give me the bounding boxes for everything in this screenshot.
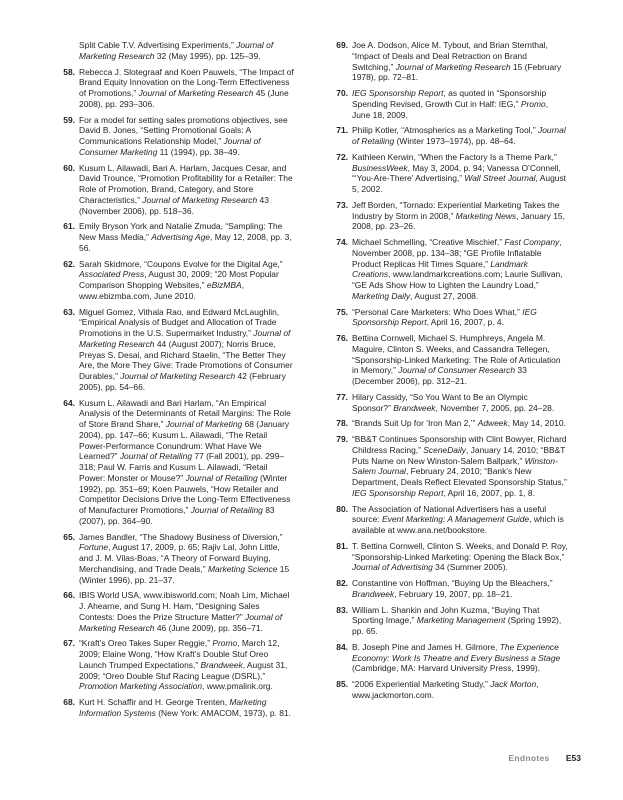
endnote-text: , January 14, 2010; “BB&T Puts Name on New Winston-Salem Ballpark,” <box>352 444 566 466</box>
endnote-source-title: Journal of Consumer Marketing <box>79 136 261 157</box>
endnote-number: 69. <box>336 40 348 50</box>
endnote-text: For a model for setting sales promotions objectives, see David B. Jones, “Setting Promotional Goals: A Communications Relationship Model,” <box>79 114 288 146</box>
endnote <box>57 398 295 527</box>
endnote-text: Jeff Borden, “Tornado: Experiential Marketing Takes the Industry by Storm in 2008,” <box>352 199 560 221</box>
endnote-text: 32 (May 1995), pp. 125–39. <box>154 50 261 61</box>
endnote <box>57 67 295 110</box>
page-number: E53 <box>565 753 581 763</box>
endnote-text: , August 31, 2009; “Oreo Double Stuf Racing League (DSRL),” <box>79 659 288 681</box>
endnote-text: , May 14, 2010. <box>507 418 566 429</box>
endnote <box>57 40 295 62</box>
endnote-number: 59. <box>63 114 75 125</box>
endnote-text: (Spring 1992), pp. 65. <box>352 615 562 636</box>
endnote-source-title: Journal of Marketing <box>165 419 243 429</box>
endnote-text: Philip Kotler, “Atmospherics as a Marketing Tool,” <box>352 125 539 136</box>
endnote-text: (New York: AMACOM, 1973), p. 81. <box>155 707 291 718</box>
footer-section-label: Endnotes <box>508 753 550 763</box>
endnote-text: Michael Schmelling, “Creative Mischief,” <box>352 237 505 247</box>
endnote <box>57 590 295 633</box>
endnote-number: 73. <box>336 199 348 210</box>
endnote-source-title: Marketing Daily <box>352 290 411 301</box>
endnote-source-title: IEG Sponsorship Report <box>352 487 444 498</box>
endnote-text: Kurt H. Schaffir and H. George Trenten, <box>79 697 230 707</box>
endnote-source-title: Journal of Marketing Research <box>79 328 291 349</box>
endnote <box>330 200 568 232</box>
endnote-number: 83. <box>336 604 348 615</box>
endnote-text: , www.landmarkcreations.com; Laurie Sullivan, “GE Ads Show How to Lighten the Laundry Load,” <box>352 269 563 290</box>
endnote-text: , as quoted in “Sponsorship Spending Revised, Growth Cut in Half: IEG,” <box>352 88 547 109</box>
endnote-source-title: Journal of Marketing Research <box>138 88 254 98</box>
endnote-text: William L. Shankin and John Kuzma, “Buying That Sporting Image,” <box>352 604 540 626</box>
endnote-source-title: Fortune <box>79 542 109 553</box>
endnote-source-title: Promotion Marketing Association <box>79 681 203 692</box>
endnote-number: 58. <box>63 66 75 77</box>
endnote-text: “Kraft’s Oreo Takes Super Reggie,” <box>79 638 213 649</box>
endnote-text: 46 (June 2009), pp. 356–71. <box>154 622 263 633</box>
endnote-text: 34 (Summer 2005). <box>432 562 508 573</box>
endnote-text: , June 18, 2009. <box>352 98 549 120</box>
endnote-text: “2006 Experiential Marketing Study,” <box>352 679 491 689</box>
endnote-text: , August 30, 2009; “20 Most Popular Comparison Shopping Websites,” <box>79 269 279 290</box>
endnote-text: , February 24, 2010; “Bank’s New Department, Deals Reflect Elevated Sponsorship Status,” <box>352 466 567 487</box>
endnote <box>57 221 295 253</box>
endnote-text: Miguel Gomez, Vithala Rao, and Edward McLaughlin, “Empirical Analysis of Budget and Allocation of Trade Promotions in the U.S. Supermarket Industry,” <box>79 306 280 338</box>
endnote-text: 42 (February 2005), pp. 54–66. <box>79 371 286 392</box>
endnote <box>57 532 295 586</box>
endnote <box>330 392 568 414</box>
endnote <box>330 418 568 429</box>
endnote-text: (Winter 1973–1974), pp. 48–64. <box>394 136 516 146</box>
endnote-text: 77 (Fall 2001), pp. 299–318; Paul W. Farris and Kusum L. Ailawadi, “Retail Power: Monster or Mouse?” <box>79 451 284 483</box>
endnote-text: Rebecca J. Slotegraaf and Koen Pauwels, “The Impact of Brand Equity Innovation on the Long-Term Effectiveness of Promotions,” <box>79 66 294 98</box>
endnote-text: , www.ebizmba.com, June 2010. <box>79 280 244 301</box>
endnote-text: , August 5, 2002. <box>352 173 567 194</box>
endnote-text: 33 (December 2006), pp. 312–21. <box>352 365 527 386</box>
endnote-text: Sarah Skidmore, “Coupons Evolve for the Digital Age,” <box>79 258 283 269</box>
endnote-number: 72. <box>336 151 348 162</box>
endnote <box>330 642 568 674</box>
endnote-number: 76. <box>336 333 348 343</box>
endnote-number: 71. <box>336 125 348 136</box>
endnote-source-title: Journal of Marketing Research <box>395 61 511 72</box>
endnote <box>330 237 568 302</box>
endnote-text: (Winter 1992), pp. 351–69; Koen Pauwels, “How Retailer and Competitor Decisions Drive the Long-Term Effectiveness of Manufacturer Promotions,” <box>79 472 291 515</box>
endnote <box>57 697 295 719</box>
endnote <box>330 605 568 637</box>
endnote-text: , which is available at www.ana.net/bookstore. <box>352 514 564 535</box>
endnote-source-title: Landmark Creations <box>352 258 528 280</box>
endnote-text: 43 (November 2006), pp. 518–36. <box>79 194 269 216</box>
endnote-source-title: Marketing News <box>455 210 517 221</box>
endnote <box>330 679 568 701</box>
endnote <box>330 541 568 573</box>
endnote-number: 81. <box>336 540 348 551</box>
endnote-number: 64. <box>63 397 75 408</box>
endnote-number: 85. <box>336 679 348 689</box>
endnote-text: “BB&T Continues Sponsorship with Clint Bowyer, Richard Childress Racing,” <box>352 434 567 455</box>
endnote-source-title: Promo <box>520 98 546 109</box>
endnote-text: “Brands Suit Up for ‘Iron Man 2,’” <box>352 418 478 429</box>
endnote-text: Emily Bryson York and Natalie Zmuda, “Sampling: The New Mass Media,” <box>79 221 283 242</box>
endnote-source-title: Journal of Marketing Research <box>142 194 258 205</box>
endnote-text: Joe A. Dodson, Alice M. Tybout, and Brian Sternthal, “Impact of Deals and Deal Retraction on Brand Switching,” <box>352 40 548 72</box>
page-footer <box>508 753 581 763</box>
endnote-text: , November 7, 2005, pp. 24–28. <box>435 402 555 413</box>
endnote-number: 60. <box>63 162 75 173</box>
endnote-source-title: Associated Press <box>79 269 145 280</box>
endnote-text: IBIS World USA, www.ibisworld.com; Noah Lim, Michael J. Ahearne, and Sung H. Ham, “Designing Sales Contests: Does the Prize Structure Matter?” <box>79 590 290 622</box>
endnote-source-title: Jack Morton <box>490 679 537 689</box>
endnote-source-title: Journal of Retailing <box>119 451 193 462</box>
endnote-text: B. Joseph Pine and James H. Gilmore, <box>352 641 500 652</box>
endnote-text: The Association of National Advertisers has a useful source: <box>352 503 547 525</box>
endnote-text: Bettina Cornwell, Michael S. Humphreys, Angela M. Maguire, Clinton S. Weeks, and Cassandra Tellegen, “Sponsorship-Linked Marketing: The Role of Articulation in Memory,” <box>352 333 561 376</box>
endnote <box>330 40 568 83</box>
endnote-source-title: The Experience Economy: Work Is Theatre and Every Business a Stage <box>352 641 561 663</box>
endnote <box>57 115 295 158</box>
endnote-text: , August 27, 2008. <box>410 290 479 301</box>
endnote-source-title: Adweek <box>477 418 508 429</box>
endnote <box>57 163 295 217</box>
endnote-text: “Personal Care Marketers: Who Does What,” <box>352 306 523 317</box>
endnote-number: 61. <box>63 221 75 232</box>
endnote <box>57 307 295 393</box>
endnote <box>57 259 295 302</box>
endnote-text: 11 (1994), pp. 38–49. <box>157 146 240 157</box>
endnote-source-title: Journal of Marketing Research <box>79 40 274 61</box>
endnote <box>330 88 568 120</box>
endnote-text: , www.pmalink.org. <box>202 681 273 692</box>
endnote-text: Constantine von Hoffman, “Buying Up the Bleachers,” <box>352 578 553 588</box>
endnote-number: 80. <box>336 503 348 514</box>
endnote-source-title: Journal of Advertising <box>352 562 433 573</box>
endnote-source-title: Journal of Retailing <box>352 125 566 146</box>
endnote <box>330 152 568 195</box>
endnote <box>330 125 568 147</box>
endnote-number: 63. <box>63 306 75 317</box>
endnote-source-title: Brandweek <box>200 659 243 670</box>
endnote-text: 68 (January 2004), pp. 147–66; Kusum L. Ailawadi, “The Retail Power-Performance Conundrum: What Have We Learned?” <box>79 419 290 462</box>
endnote-text: , April 16, 2007, pp. 1, 8. <box>443 487 535 498</box>
endnote-source-title: Marketing Management <box>416 615 506 626</box>
endnote <box>330 333 568 387</box>
endnote-text: , May 12, 2008, pp. 3, 56. <box>79 232 292 253</box>
endnote-text: 15 (Winter 1996), pp. 21–37. <box>79 563 290 585</box>
endnote-text: T. Bettina Cornwell, Clinton S. Weeks, and Donald P. Roy, “Sponsorship-Linked Marketing: Opening the Black Box,” <box>352 540 568 562</box>
endnote-source-title: Event Marketing: A Management Guide <box>382 514 530 525</box>
endnote <box>330 578 568 600</box>
endnote-source-title: Journal of Retailing <box>185 472 258 483</box>
endnote-source-title: IEG Sponsorship Report <box>352 306 537 328</box>
endnote-source-title: Wall Street Journal <box>464 173 536 184</box>
endnote-number: 77. <box>336 391 348 402</box>
endnote-text: Split Cable T.V. Advertising Experiments,” <box>79 40 237 50</box>
endnote-text: (Cambridge, MA: Harvard University Press, 1999). <box>352 663 541 674</box>
endnote-number: 65. <box>63 531 75 542</box>
endnote-source-title: SceneDaily <box>423 444 466 455</box>
endnote-number: 74. <box>336 237 348 247</box>
endnote-number: 79. <box>336 434 348 444</box>
endnote-text: , August 17, 2009, p. 65; Rajiv Lal, John Little, and J. M. Vilas-Boas, “A Theory of Forward Buying, Merchandising, and Trade Deals,” <box>79 542 280 574</box>
endnote-number: 84. <box>336 641 348 652</box>
endnote <box>330 434 568 499</box>
endnote-source-title: Advertising Age <box>151 232 211 242</box>
endnote-source-title: Journal of Consumer Research <box>398 365 516 376</box>
endnotes-right-column <box>330 40 568 706</box>
endnote-source-title: Brandweek <box>393 402 436 413</box>
endnote-source-title: Promo <box>212 638 238 649</box>
endnote-text: Kusum L. Ailawadi and Bari Harlam, “An Empirical Analysis of the Determinants of Retail Margins: The Role of Store Brand Share,” <box>79 397 291 429</box>
endnote-source-title: eBizMBA <box>206 280 242 290</box>
endnote-text: 44 (August 2007); Norris Bruce, Preyas S. Desai, and Richard Staelin, “The Better They Are, the More They Give: Trade Promotions of Consumer Durables,” <box>79 338 293 381</box>
endnote-text: 83 (2007), pp. 364–90. <box>79 505 275 526</box>
endnote-number: 75. <box>336 306 348 317</box>
endnote-source-title: Winston-Salem Journal <box>352 455 558 477</box>
endnote-text: , November 2008, pp. 134–38; “GE Profile Inflatable Product Replicas Hit Times Square,” <box>352 237 562 269</box>
endnote-source-title: Marketing Information Systems <box>79 697 267 718</box>
endnote-text: Kusum L. Ailawadi, Bari A. Harlam, Jacques Cesar, and David Trounce, “Promotion Profitability for a Retailer: The Role of Promotion, Brand, Category, and Store Characteristics,” <box>79 162 293 205</box>
endnote-number: 68. <box>63 697 75 707</box>
endnote-number: 70. <box>336 88 348 98</box>
endnote <box>330 307 568 329</box>
endnote-text: Kathleen Kerwin, “When the Factory Is a Theme Park,” <box>352 151 557 162</box>
endnote-text: , www.jackmorton.com. <box>352 679 539 700</box>
endnote-text: 15 (February 1978), pp. 72–81. <box>352 61 562 83</box>
endnote-text: 45 (June 2008), pp. 293–306. <box>79 88 289 109</box>
endnote-number: 82. <box>336 578 348 588</box>
endnote-source-title: Brandweek <box>352 588 395 599</box>
endnote-number: 67. <box>63 638 75 649</box>
endnote-source-title: Fast Company <box>504 237 560 247</box>
endnote-source-title: IEG Sponsorship Report <box>352 88 444 98</box>
endnote-text: Hilary Cassidy, “So You Want to Be an Olympic Sponsor?” <box>352 391 528 413</box>
endnote-source-title: Journal of Retailing <box>190 505 263 515</box>
endnote-text: James Bandler, “The Shadowy Business of Diversion,” <box>79 531 283 542</box>
endnote-number: 62. <box>63 258 75 269</box>
endnote <box>330 504 568 536</box>
endnote-text: , January 15, 2008, pp. 23–26. <box>352 210 565 232</box>
endnote-text: , May 3, 2004, p. 94; Vanessa O’Connell, “‘You-Are-There’ Advertising,” <box>352 162 561 184</box>
endnote-text: , February 19, 2007, pp. 18–21. <box>394 588 513 599</box>
endnote-number: 66. <box>63 590 75 601</box>
endnotes-left-column <box>57 40 295 724</box>
endnote-number: 78. <box>336 418 348 429</box>
endnote-text: , March 12, 2009; Elaine Wong, “How Kraft’s Double Stuf Oreo Launch Trumped Expectations,” <box>79 638 280 670</box>
endnote-source-title: BusinessWeek <box>352 162 408 173</box>
endnote-source-title: Journal of Marketing Research <box>120 371 236 381</box>
endnote-text: , April 16, 2007, p. 4. <box>426 317 504 328</box>
endnote-source-title: Journal of Marketing Research <box>79 611 283 633</box>
endnote <box>57 638 295 692</box>
endnote-source-title: Marketing Science <box>207 563 278 574</box>
